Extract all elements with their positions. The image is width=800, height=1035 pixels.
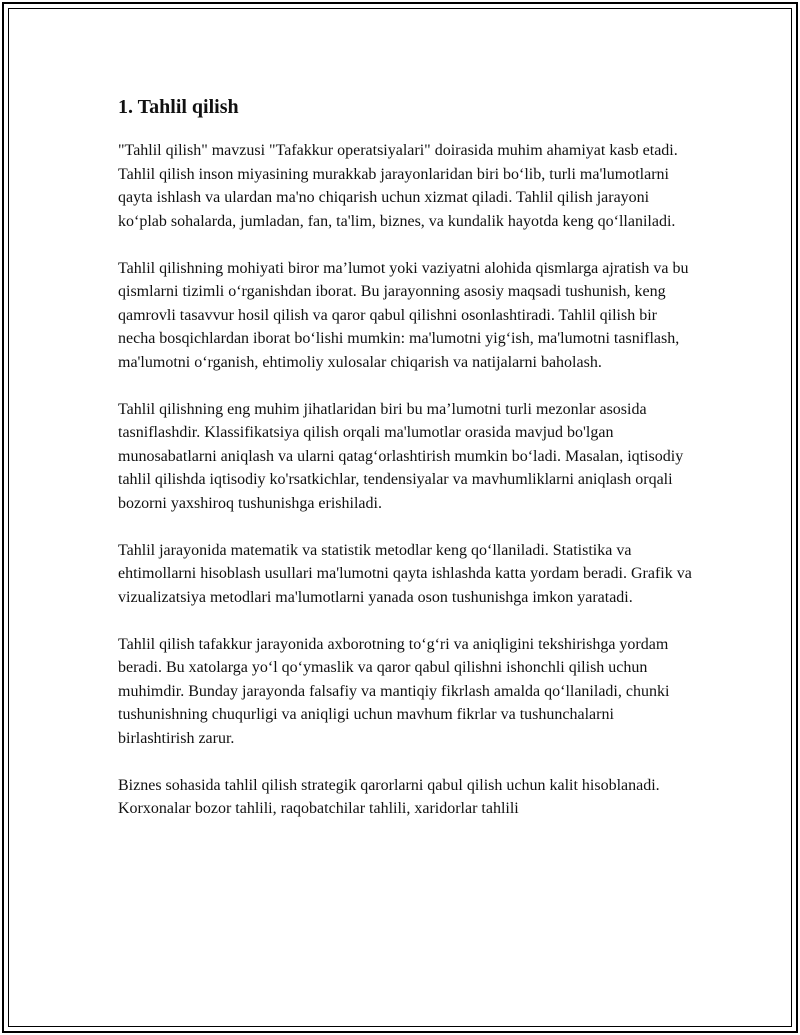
paragraph: "Tahlil qilish" mavzusi "Tafakkur operatsiyalari" doirasida muhim ahamiyat kasb etadi. Tahlil qilish inson miyasining murakkab jarayonlaridan biri bo‘lib, turli ma'lumotlarni qayta ishlash va ulardan ma'no chiqarish uchun xizmat qiladi. Tahlil qilish jarayoni ko‘plab sohalarda, jumladan, fan, ta'lim, biznes, va kundalik hayotda keng qo‘llaniladi. <box>118 142 678 230</box>
section-heading: 1. Tahlil qilish <box>118 96 239 118</box>
paragraph: Tahlil qilish tafakkur jarayonida axborotning to‘g‘ri va aniqligini tekshirishga yordam beradi. Bu xatolarga yo‘l qo‘ymaslik va qaror qabul qilishni ishonchli qilish uchun muhimdir. Bunday jarayonda falsafiy va mantiqiy fikrlash amalda qo‘llaniladi, chunki tushunishning chuqurligi va aniqligi uchun mavhum fikrlar va tushunchalarni birlashtirish zarur. <box>118 635 670 747</box>
paragraph: Tahlil qilishning mohiyati biror ma’lumot yoki vaziyatni alohida qismlarga ajratish va bu qismlarni tizimli o‘rganishdan iborat. Bu jarayonning asosiy maqsadi tushunish, keng qamrovli tasavvur hosil qilish va qaror qabul qilishni osonlashtiradi. Tahlil qilish bir necha bosqichlardan iborat bo‘lishi mumkin: ma'lumotni yig‘ish, ma'lumotni tasniflash, ma'lumotni o‘rganish, ehtimoliy xulosalar chiqarish va natijalarni baholash. <box>118 259 689 371</box>
document-body <box>118 95 693 844</box>
paragraph: Biznes sohasida tahlil qilish strategik qarorlarni qabul qilish uchun kalit hisoblanadi. Korxonalar bozor tahlili, raqobatchilar tahlili, xaridorlar tahlili <box>118 776 660 817</box>
paragraph: Tahlil qilishning eng muhim jihatlaridan biri bu ma’lumotni turli mezonlar asosida tasniflashdir. Klassifikatsiya qilish orqali ma'lumotlar orasida mavjud bo'lgan munosabatlarni aniqlash va ularni qatag‘orlashtirish mumkin bo‘ladi. Masalan, iqtisodiy tahlil qilishda iqtisodiy ko'rsatkichlar, tendensiyalar va mavhumliklarni aniqlash orqali bozorni yaxshiroq tushunishga erishiladi. <box>118 400 684 512</box>
paragraph: Tahlil jarayonida matematik va statistik metodlar keng qo‘llaniladi. Statistika va ehtimollarni hisoblash usullari ma'lumotni qayta ishlashda katta yordam beradi. Grafik va vizualizatsiya metodlari ma'lumotlarni yanada oson tushunishga imkon yaratadi. <box>118 541 692 606</box>
